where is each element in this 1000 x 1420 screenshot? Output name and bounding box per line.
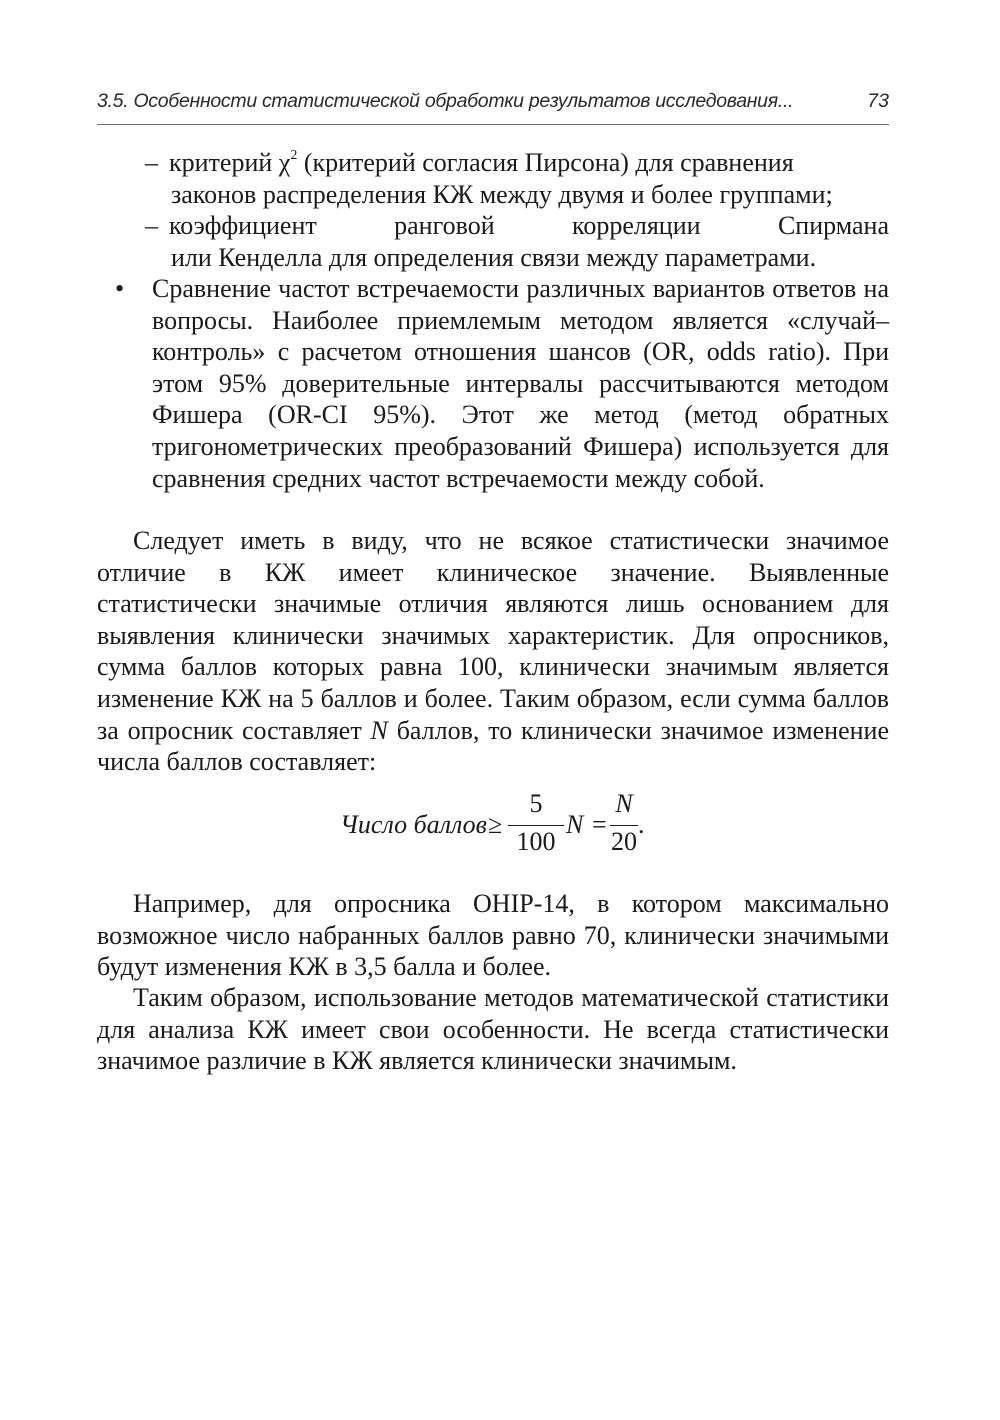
fraction-bar <box>610 825 638 826</box>
list-item-line: законов распределения КЖ между двумя и более группами; <box>171 179 833 209</box>
fraction-n-over-20 <box>610 789 638 865</box>
running-header <box>97 84 889 125</box>
page-number: 73 <box>867 90 889 112</box>
dash-marker: – <box>145 211 158 240</box>
list-item-text: критерий χ <box>169 148 291 177</box>
paragraph-text: Следует иметь в виду, что не всякое статистически значимое отличие в КЖ имеет клиническое значение. Выявленные статистически значимые отличия являются лишь основанием для выявления клинически значимых характеристик. Для опросников, сумма баллов которых равна 100, клинически значимым является изменение КЖ на 5 баллов и более. Таким образом, если сумма баллов за опросник составляет <box>97 526 889 745</box>
paragraph-ohip-example <box>97 888 889 983</box>
formula-equals-sign: = <box>592 810 607 839</box>
paragraph-clinical-significance <box>97 525 889 778</box>
variable-n: N <box>370 715 388 745</box>
formula-geq-sign: ≥ <box>488 810 503 839</box>
fraction-denominator: 20 <box>611 827 637 856</box>
paragraph-text: Например, для опросника OHIP-14, в котором максимально возможное число набранных баллов равно 70, клинически значимыми будут изменения КЖ в 3,5 балла и более. <box>97 889 889 982</box>
paragraph-text: Таким образом, использование методов математической статистики для анализа КЖ имеет свои особенности. Не всегда статистически значимое различие в КЖ является клинически значимым. <box>97 983 889 1076</box>
list-item-line <box>147 210 889 242</box>
fraction-denominator: 100 <box>516 827 556 856</box>
list-item-rank-correlation <box>147 210 889 273</box>
formula-lhs: Число баллов <box>340 810 487 839</box>
formula-period: . <box>638 810 645 839</box>
formula-variable-n: N <box>566 810 584 839</box>
fraction-bar <box>508 825 564 826</box>
fraction-numerator: 5 <box>529 789 543 818</box>
list-item-text: (критерий согласия Пирсона) для сравнения <box>297 148 794 177</box>
list-item-chi-square <box>147 147 889 210</box>
bullet-marker: • <box>115 274 125 303</box>
bullet-text: Сравнение частот встречаемости различных вариантов ответов на вопросы. Наиболее приемлемым методом является «случай–контроль» с расчетом отношения шансов (OR, odds ratio). При этом 95% доверительные интервалы рассчитываются методом Фишера (OR-CI 95%). Этот же метод (метод обратных тригонометрических преобразований Фишера) используется для сравнения средних частот встречаемости между собой. <box>152 274 889 493</box>
fraction-5-over-100 <box>508 789 564 865</box>
paragraph-text: баллов, то клинически значимое изменение числа баллов составляет: <box>97 715 889 777</box>
bullet-item-frequency-comparison <box>115 273 889 494</box>
header-section-title: 3.5. Особенности статистической обработки результатов исследования... <box>97 90 794 112</box>
list-item-line <box>147 147 889 179</box>
dash-marker: – <box>145 148 158 177</box>
superscript: 2 <box>290 148 298 163</box>
list-item-line: или Кенделла для определения связи между параметрами. <box>171 242 817 272</box>
fraction-numerator: N <box>615 789 633 818</box>
paragraph-conclusion <box>97 982 889 1077</box>
list-item-text: коэффициент ранговой корреляции Спирмана <box>169 211 889 240</box>
